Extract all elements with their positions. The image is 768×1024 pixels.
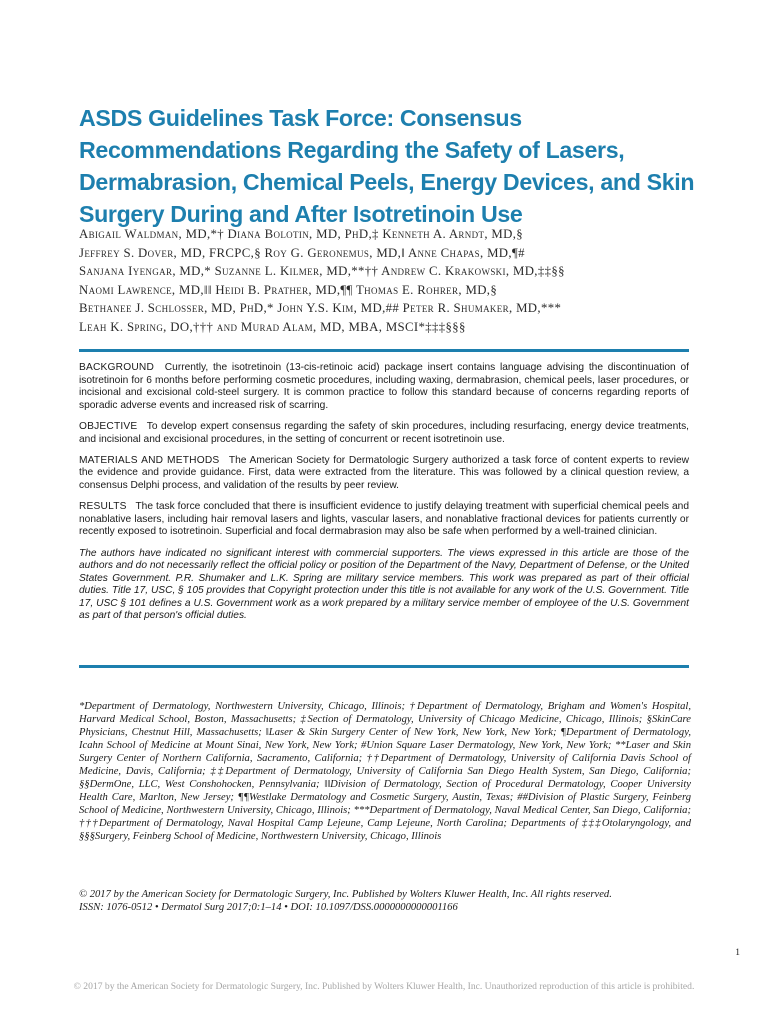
copyright-block [79, 888, 691, 914]
abstract-bottom-rule [79, 665, 689, 668]
title-line: Recommendations Regarding the Safety of Lasers, [79, 137, 625, 163]
background-heading: BACKGROUND [79, 362, 155, 373]
background-text: Currently, the isotretinoin (13-cis-retinoic acid) package insert contains language advising the discontinuation of isotretinoin for 6 months before performing cosmetic procedures, including waxing, dermabrasion, chemical peels, laser procedures, or incisional and excisional cold-steel surgery. It is common practice to follow this standard because of concerns regarding reports of sporadic adverse events and increased risk of scarring. [79, 362, 689, 411]
affiliations: *Department of Dermatology, Northwestern University, Chicago, Illinois; †Department of Dermatology, Brigham and Women's Hospital, Harvard Medical School, Boston, Massachusetts; ‡Section of Dermatology, University of Chicago Medicine, Chicago, Illinois; §SkinCare Physicians, Chestnut Hill, Massachusetts; ‖Laser & Skin Surgery Center of New York, New York, New York; ¶Department of Dermatology, Icahn School of Medicine at Mount Sinai, New York, New York; #Union Square Laser Dermatology, New York, New York; **Laser and Skin Surgery Center of Northern California, Sacramento, California; ††Department of Dermatology, University of California Davis School of Medicine, Davis, California; ‡‡Department of Dermatology, University of California San Diego Health System, San Diego, California; §§DermOne, LLC, West Conshohocken, Pennsylvania; ‖‖Division of Dermatology, Section of Procedural Dermatology, Cooper University Health Care, Marlton, New Jersey; ¶¶Westlake Dermatology and Cosmetic Surgery, Austin, Texas; ##Division of Plastic Surgery, Feinberg School of Medicine, Northwestern University, Chicago, Illinois; ***Department of Dermatology, Naval Medical Center, San Diego, California; †††Department of Dermatology, Naval Hospital Camp Lejeune, Camp Lejeune, North Carolina; Departments of ‡‡‡Otolaryngology, and §§§Surgery, Feinberg School of Medicine, Northwestern University, Chicago, Illinois [79, 701, 691, 843]
author-line: Naomi Lawrence, MD,‖‖ Heidi B. Prather, MD,¶¶ Thomas E. Rohrer, MD,§ [79, 282, 498, 297]
methods-text: The American Society for Dermatologic Surgery authorized a task force of content experts to review the evidence and provide guidance. First, data were extracted from the literature. This was followed by a clinical question review, a consensus Delphi process, and validation of the results by peer review. [79, 454, 689, 491]
author-line: Bethanee J. Schlosser, MD, PhD,* John Y.S. Kim, MD,## Peter R. Shumaker, MD,*** [79, 301, 562, 315]
author-line: Abigail Waldman, MD,*† Diana Bolotin, MD, PhD,‡ Kenneth A. Arndt, MD,§ [79, 227, 524, 241]
abstract-top-rule [79, 349, 689, 352]
copyright-line: © 2017 by the American Society for Dermatologic Surgery, Inc. Published by Wolters Kluwer Health, Inc. All rights reserved. [79, 889, 612, 900]
objective-heading: OBJECTIVE [79, 420, 138, 432]
author-line: Leah K. Spring, DO,††† and Murad Alam, MD, MBA, MSCI*‡‡‡§§§ [79, 319, 466, 334]
objective-text: To develop expert consensus regarding the safety of skin procedures, including resurfacing, energy device treatments, and incisional and excisional procedures, in the setting of concurrent or recent isotretinoin use. [79, 420, 689, 445]
article-title [79, 102, 719, 230]
author-list [79, 225, 719, 336]
abstract-background [79, 362, 689, 412]
issn-line: ISSN: 1076-0512 • Dermatol Surg 2017;0:1–14 • DOI: 10.1097/DSS.0000000000001166 [79, 902, 458, 914]
abstract-results [79, 501, 689, 539]
results-text: The task force concluded that there is insufficient evidence to justify delaying treatment with superficial chemical peels and nonablative lasers, including hair removal lasers and lights, vascular lasers, and nonablative fractional devices for patients currently or recently exposed to isotretinoin. Superficial and focal dermabrasion may also be safe when performed by a well-trained clinician. [79, 501, 689, 538]
results-heading: RESULTS [79, 501, 127, 513]
title-line: ASDS Guidelines Task Force: Consensus [79, 105, 522, 131]
abstract-methods [79, 455, 689, 493]
abstract-objective [79, 421, 689, 446]
disclosure-statement: The authors have indicated no significant interest with commercial supporters. The views expressed in this article are those of the authors and do not necessarily reflect the official policy or position of the Department of the Navy, Department of Defense, or the United States Government. P.R. Shumaker and L.K. Spring are military service members. This work was prepared as part of their official duties. Title 17, USC, § 105 provides that Copyright protection under this title is not available for any work of the U.S. Government. Title 17, USC § 101 defines a U.S. Government work as a work prepared by a military service member of employee of the U.S. Government as part of that person's official duties. [79, 547, 689, 622]
page-number: 1 [735, 948, 740, 958]
title-line: Dermabrasion, Chemical Peels, Energy Devices, and Skin [79, 169, 695, 195]
author-line: Sanjana Iyengar, MD,* Suzanne L. Kilmer, MD,**†† Andrew C. Krakowski, MD,‡‡§§ [79, 264, 565, 278]
author-line: Jeffrey S. Dover, MD, FRCPC,§ Roy G. Geronemus, MD,‖ Anne Chapas, MD,¶# [79, 245, 525, 260]
footer-notice: © 2017 by the American Society for Dermatologic Surgery, Inc. Published by Wolters Kluwer Health, Inc. Unauthorized reproduction of this article is prohibited. [73, 981, 695, 992]
title-line: Surgery During and After Isotretinoin Use [79, 201, 523, 227]
methods-heading: MATERIALS AND METHODS [79, 454, 220, 466]
abstract [79, 362, 689, 632]
